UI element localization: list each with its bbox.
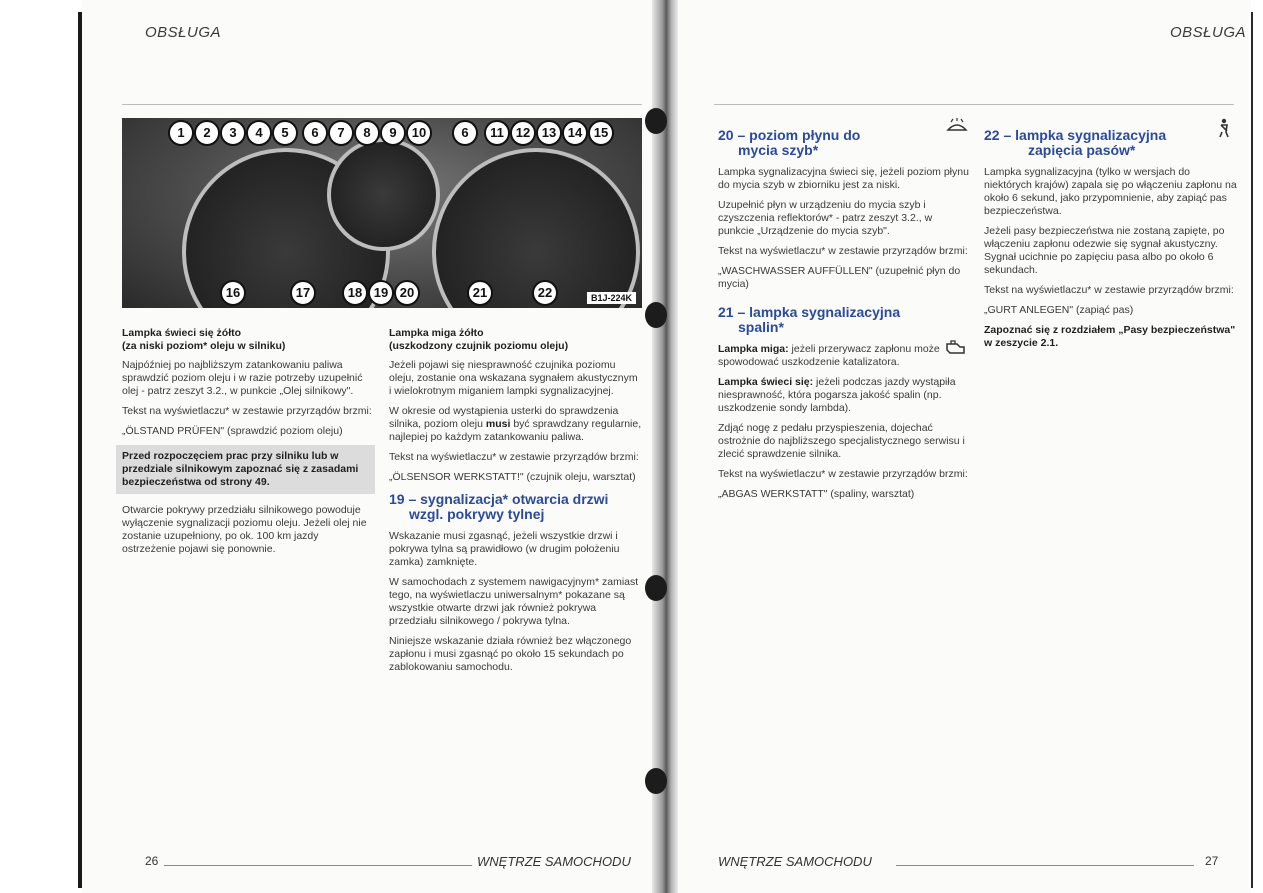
section-21-title: 21 – lampka sygnalizacyjna spalin* [718, 304, 901, 335]
paragraph: Jeżeli pojawi się niesprawność czujnika poziomu oleju, zostanie ona wskazana sygnałem akustycznym i wielokrotnym miganiem lampki sygnalizacyjnej. [389, 359, 638, 397]
paragraph: „ÖLSENSOR WERKSTATT!" (czujnik oleju, warsztat) [389, 471, 636, 483]
paragraph: Tekst na wyświetlaczu* w zestawie przyrządów brzmi: [718, 245, 968, 257]
binder-hole [645, 575, 667, 601]
right-page-header: OBSŁUGA [1170, 24, 1247, 41]
paragraph: „WASCHWASSER AUFFÜLLEN" (uzupełnić płyn do mycia) [718, 265, 961, 290]
right-header-rule [714, 104, 1234, 105]
right-page-edge [1251, 12, 1253, 888]
paragraph: Zdjąć nogę z pedału przyspieszenia, dojechać ostrożnie do najbliższego specjalistycznego serwisu i zlecić sprawdzenie silnika. [718, 422, 965, 460]
washer-fluid-icon [946, 118, 968, 137]
callout-20: 20 [394, 280, 420, 306]
safety-note: Przed rozpoczęciem prac przy silniku lub w przedziale silnikowym zapoznać się z zasadami bezpieczeństwa od strony 49. [116, 445, 375, 494]
paragraph: Lampka świeci się: jeżeli podczas jazdy wystąpiła niesprawność, która pogarsza jakość spalin (np. uszkodzenie sondy lambda). [718, 376, 956, 414]
paragraph: Tekst na wyświetlaczu* w zestawie przyrządów brzmi: [122, 405, 372, 417]
paragraph: Wskazanie musi zgasnąć, jeżeli wszystkie drzwi i pokrywa tylna są prawidłowo (w drugim położeniu zamka) zamknięte. [389, 530, 620, 568]
paragraph: „ÖLSTAND PRÜFEN" (sprawdzić poziom oleju) [122, 425, 343, 437]
callout-13: 13 [536, 120, 562, 146]
engine-exhaust-icon [944, 339, 968, 360]
callout-1: 1 [168, 120, 194, 146]
callout-16: 16 [220, 280, 246, 306]
paragraph: Lampka sygnalizacyjna świeci się, jeżeli poziom płynu do mycia szyb w zbiorniku jest za niski. [718, 166, 969, 191]
paragraph: Jeżeli pasy bezpieczeństwa nie zostaną zapięte, po włączeniu zapłonu odezwie się sygnał akustyczny. Sygnał ucichnie po zapięciu pasa albo po około 6 sekundach. [984, 225, 1225, 276]
section-20-title: 20 – poziom płynu do mycia szyb* [718, 127, 861, 158]
paragraph: W okresie od wystąpienia usterki do sprawdzenia silnika, poziom oleju musi być sprawdzany regularnie, najlepiej po każdym zatankowaniu paliwa. [389, 405, 642, 443]
paragraph: Uzupełnić płyn w urządzeniu do mycia szyb i czyszczenia reflektorów* - patrz zeszyt 3.2., w punkcie „Urządzenie do mycia szyb". [718, 199, 933, 237]
paragraph: Otwarcie pokrywy przedziału silnikowego powoduje wyłączenie sygnalizacji poziomu oleju. Jeżeli olej nie zostanie uzupełniony, po ok. 100 km jazdy ostrzeżenie pojawi się ponownie. [122, 504, 367, 555]
left-column-1 [122, 327, 375, 563]
paragraph: Najpóźniej po najbliższym zatankowaniu paliwa sprawdzić poziom oleju i w razie potrzeby uzupełnić olej - patrz zeszyt 3.2., w punkcie „Olej silnikowy". [122, 359, 363, 397]
callout-15: 15 [588, 120, 614, 146]
callout-17: 17 [290, 280, 316, 306]
left-page-number: 26 [145, 854, 159, 868]
center-gauge [327, 138, 440, 251]
binder-hole [645, 108, 667, 134]
paragraph: „ABGAS WERKSTATT" (spaliny, warsztat) [718, 488, 915, 500]
section-19-title: 19 – sygnalizacja* otwarcia drzwi wzgl. pokrywy tylnej [389, 491, 609, 522]
callout-2: 2 [194, 120, 220, 146]
left-header-rule [122, 104, 642, 105]
section-22-title: 22 – lampka sygnalizacyjna zapięcia pasów* [984, 127, 1167, 158]
paragraph: Tekst na wyświetlaczu* w zestawie przyrządów brzmi: [389, 451, 639, 463]
left-page-header: OBSŁUGA [145, 24, 222, 41]
callout-11: 11 [484, 120, 510, 146]
callout-19: 19 [368, 280, 394, 306]
callout-6b: 6 [452, 120, 478, 146]
left-footer-title: WNĘTRZE SAMOCHODU [477, 854, 631, 869]
callout-8: 8 [354, 120, 380, 146]
callout-10: 10 [406, 120, 432, 146]
paragraph: Zapoznać się z rozdziałem „Pasy bezpieczeństwa" w zeszycie 2.1. [984, 324, 1236, 349]
right-page-number: 27 [1205, 854, 1219, 868]
callout-12: 12 [510, 120, 536, 146]
paragraph: Lampka miga: jeżeli przerywacz zapłonu może spowodować uszkodzenie katalizatora. [718, 343, 940, 368]
paragraph: Niniejsze wskazanie działa również bez włączonego zapłonu i musi zgasnąć po około 15 sekundach po zablokowaniu samochodu. [389, 635, 632, 673]
right-footer-title: WNĘTRZE SAMOCHODU [718, 854, 872, 869]
paragraph: Tekst na wyświetlaczu* w zestawie przyrządów brzmi: [984, 284, 1234, 296]
callout-14: 14 [562, 120, 588, 146]
right-footer-rule [896, 865, 1194, 866]
heading-oil-yellow: Lampka świeci się żółto (za niski poziom* oleju w silniku) [122, 327, 286, 352]
left-footer-rule [164, 865, 472, 866]
callout-6: 6 [302, 120, 328, 146]
callout-22: 22 [532, 280, 558, 306]
callout-5: 5 [272, 120, 298, 146]
paragraph: Lampka sygnalizacyjna (tylko w wersjach do niektórych krajów) zapala się po włączeniu zapłonu na około 6 sekund, jako przypomnienie, aby zapiąć pas bezpieczeństwa. [984, 166, 1237, 217]
heading-oil-blinking: Lampka miga żółto (uszkodzony czujnik poziomu oleju) [389, 327, 569, 352]
right-column-2 [984, 122, 1237, 357]
callout-3: 3 [220, 120, 246, 146]
callout-9: 9 [380, 120, 406, 146]
callout-4: 4 [246, 120, 272, 146]
callout-18: 18 [342, 280, 368, 306]
paragraph: W samochodach z systemem nawigacyjnym* zamiast tego, na wyświetlaczu uniwersalnym* pokazane są wszystkie otwarte drzwi jak również pokrywa przedziału silnikowego / pokrywa tylna. [389, 576, 639, 627]
paragraph: „GURT ANLEGEN" (zapiąć pas) [984, 304, 1134, 316]
binder-hole [645, 768, 667, 794]
paragraph: Tekst na wyświetlaczu* w zestawie przyrządów brzmi: [718, 468, 968, 480]
right-column-1 [718, 122, 971, 508]
left-column-2 [389, 327, 642, 681]
callout-21: 21 [467, 280, 493, 306]
seatbelt-icon [1217, 118, 1231, 141]
figure-code: B1J-224K [587, 292, 636, 304]
callout-7: 7 [328, 120, 354, 146]
binder-hole [645, 302, 667, 328]
instrument-cluster-figure [122, 118, 642, 308]
